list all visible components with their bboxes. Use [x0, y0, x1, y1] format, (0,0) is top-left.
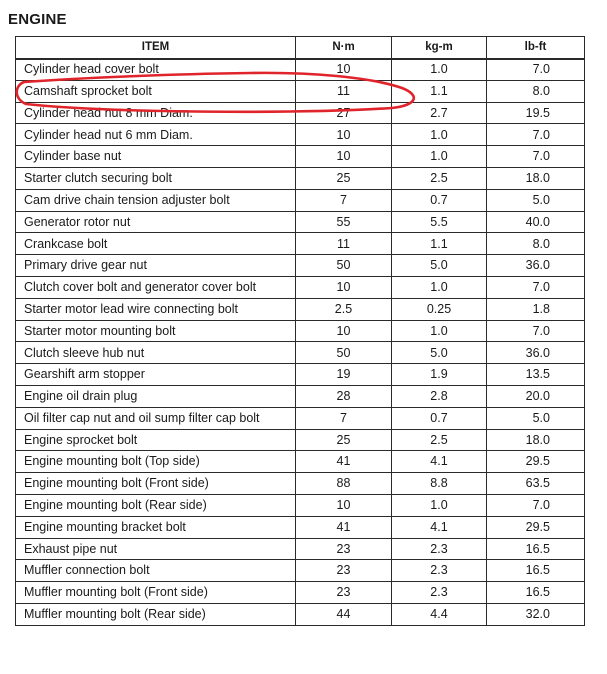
table-row — [16, 167, 585, 189]
cell-kgm: 8.8 — [392, 473, 487, 495]
cell-lbft: 7.0 — [487, 59, 585, 81]
table-row — [16, 429, 585, 451]
cell-lbft: 8.0 — [487, 233, 585, 255]
cell-nm: 50 — [296, 255, 392, 277]
cell-nm: 10 — [296, 59, 392, 81]
cell-lbft: 36.0 — [487, 342, 585, 364]
cell-kgm: 2.5 — [392, 167, 487, 189]
cell-lbft: 36.0 — [487, 255, 585, 277]
cell-lbft: 7.0 — [487, 124, 585, 146]
cell-lbft: 29.5 — [487, 516, 585, 538]
table-row — [16, 255, 585, 277]
cell-nm: 23 — [296, 538, 392, 560]
table-row — [16, 364, 585, 386]
cell-kgm: 4.1 — [392, 516, 487, 538]
cell-item: Starter motor lead wire connecting bolt — [16, 298, 296, 320]
section-title: ENGINE — [8, 11, 67, 28]
cell-nm: 10 — [296, 146, 392, 168]
table-row — [16, 298, 585, 320]
cell-nm: 25 — [296, 167, 392, 189]
cell-lbft: 32.0 — [487, 603, 585, 625]
cell-kgm: 2.3 — [392, 538, 487, 560]
cell-lbft: 7.0 — [487, 146, 585, 168]
cell-lbft: 20.0 — [487, 385, 585, 407]
cell-lbft: 63.5 — [487, 473, 585, 495]
column-header-item: ITEM — [16, 37, 296, 59]
table-row — [16, 233, 585, 255]
table-row — [16, 342, 585, 364]
table-row — [16, 189, 585, 211]
cell-nm: 27 — [296, 102, 392, 124]
cell-kgm: 2.7 — [392, 102, 487, 124]
cell-kgm: 2.3 — [392, 582, 487, 604]
cell-item: Engine mounting bolt (Front side) — [16, 473, 296, 495]
cell-nm: 19 — [296, 364, 392, 386]
cell-lbft: 1.8 — [487, 298, 585, 320]
cell-item: Cam drive chain tension adjuster bolt — [16, 189, 296, 211]
cell-kgm: 1.9 — [392, 364, 487, 386]
cell-item: Starter clutch securing bolt — [16, 167, 296, 189]
torque-spec-table — [15, 36, 585, 626]
cell-item: Muffler mounting bolt (Front side) — [16, 582, 296, 604]
cell-lbft: 16.5 — [487, 538, 585, 560]
cell-kgm: 2.3 — [392, 560, 487, 582]
cell-item: Crankcase bolt — [16, 233, 296, 255]
cell-nm: 41 — [296, 516, 392, 538]
table-row — [16, 473, 585, 495]
cell-nm: 23 — [296, 582, 392, 604]
table-row — [16, 320, 585, 342]
table-row — [16, 582, 585, 604]
cell-kgm: 0.7 — [392, 189, 487, 211]
cell-nm: 55 — [296, 211, 392, 233]
cell-kgm: 1.0 — [392, 59, 487, 81]
cell-nm: 50 — [296, 342, 392, 364]
cell-item: Cylinder head nut 8 mm Diam. — [16, 102, 296, 124]
cell-item: Camshaft sprocket bolt — [16, 80, 296, 102]
cell-item: Gearshift arm stopper — [16, 364, 296, 386]
cell-kgm: 1.0 — [392, 124, 487, 146]
table-row — [16, 494, 585, 516]
cell-item: Muffler mounting bolt (Rear side) — [16, 603, 296, 625]
cell-kgm: 0.7 — [392, 407, 487, 429]
cell-nm: 44 — [296, 603, 392, 625]
cell-lbft: 8.0 — [487, 80, 585, 102]
column-header-lbft: lb-ft — [487, 37, 585, 59]
cell-item: Generator rotor nut — [16, 211, 296, 233]
table-row — [16, 538, 585, 560]
cell-item: Engine mounting bolt (Rear side) — [16, 494, 296, 516]
table-row — [16, 407, 585, 429]
table-row — [16, 146, 585, 168]
column-header-nm: N·m — [296, 37, 392, 59]
cell-kgm: 5.5 — [392, 211, 487, 233]
cell-lbft: 5.0 — [487, 407, 585, 429]
table-row — [16, 102, 585, 124]
cell-lbft: 18.0 — [487, 167, 585, 189]
table-row — [16, 276, 585, 298]
cell-lbft: 13.5 — [487, 364, 585, 386]
cell-nm: 28 — [296, 385, 392, 407]
table-row — [16, 59, 585, 81]
cell-lbft: 5.0 — [487, 189, 585, 211]
cell-kgm: 2.5 — [392, 429, 487, 451]
cell-item: Cylinder base nut — [16, 146, 296, 168]
cell-lbft: 16.5 — [487, 560, 585, 582]
table-row — [16, 211, 585, 233]
cell-kgm: 1.1 — [392, 233, 487, 255]
cell-nm: 11 — [296, 80, 392, 102]
cell-nm: 10 — [296, 124, 392, 146]
cell-nm: 23 — [296, 560, 392, 582]
table-row — [16, 603, 585, 625]
cell-nm: 88 — [296, 473, 392, 495]
cell-kgm: 4.4 — [392, 603, 487, 625]
cell-item: Muffler connection bolt — [16, 560, 296, 582]
cell-nm: 10 — [296, 276, 392, 298]
cell-nm: 10 — [296, 494, 392, 516]
cell-item: Cylinder head cover bolt — [16, 59, 296, 81]
cell-lbft: 40.0 — [487, 211, 585, 233]
cell-item: Clutch sleeve hub nut — [16, 342, 296, 364]
cell-item: Clutch cover bolt and generator cover bolt — [16, 276, 296, 298]
cell-kgm: 0.25 — [392, 298, 487, 320]
cell-nm: 25 — [296, 429, 392, 451]
cell-item: Engine oil drain plug — [16, 385, 296, 407]
cell-item: Engine mounting bolt (Top side) — [16, 451, 296, 473]
cell-lbft: 7.0 — [487, 276, 585, 298]
cell-item: Exhaust pipe nut — [16, 538, 296, 560]
table-row — [16, 124, 585, 146]
table-row — [16, 560, 585, 582]
column-header-kgm: kg-m — [392, 37, 487, 59]
cell-kgm: 1.0 — [392, 320, 487, 342]
cell-item: Cylinder head nut 6 mm Diam. — [16, 124, 296, 146]
cell-kgm: 1.0 — [392, 494, 487, 516]
table-row — [16, 451, 585, 473]
cell-item: Oil filter cap nut and oil sump filter cap bolt — [16, 407, 296, 429]
table-row — [16, 516, 585, 538]
cell-item: Starter motor mounting bolt — [16, 320, 296, 342]
cell-nm: 2.5 — [296, 298, 392, 320]
cell-kgm: 1.0 — [392, 276, 487, 298]
cell-kgm: 5.0 — [392, 255, 487, 277]
cell-lbft: 19.5 — [487, 102, 585, 124]
cell-lbft: 29.5 — [487, 451, 585, 473]
cell-kgm: 5.0 — [392, 342, 487, 364]
cell-lbft: 18.0 — [487, 429, 585, 451]
cell-kgm: 1.0 — [392, 146, 487, 168]
cell-kgm: 4.1 — [392, 451, 487, 473]
cell-lbft: 7.0 — [487, 320, 585, 342]
cell-nm: 11 — [296, 233, 392, 255]
cell-kgm: 1.1 — [392, 80, 487, 102]
table-row — [16, 385, 585, 407]
cell-lbft: 16.5 — [487, 582, 585, 604]
table-row — [16, 80, 585, 102]
cell-nm: 41 — [296, 451, 392, 473]
cell-nm: 10 — [296, 320, 392, 342]
cell-item: Primary drive gear nut — [16, 255, 296, 277]
table-header-row — [16, 37, 585, 59]
cell-lbft: 7.0 — [487, 494, 585, 516]
cell-kgm: 2.8 — [392, 385, 487, 407]
cell-item: Engine mounting bracket bolt — [16, 516, 296, 538]
cell-nm: 7 — [296, 189, 392, 211]
cell-item: Engine sprocket bolt — [16, 429, 296, 451]
cell-nm: 7 — [296, 407, 392, 429]
